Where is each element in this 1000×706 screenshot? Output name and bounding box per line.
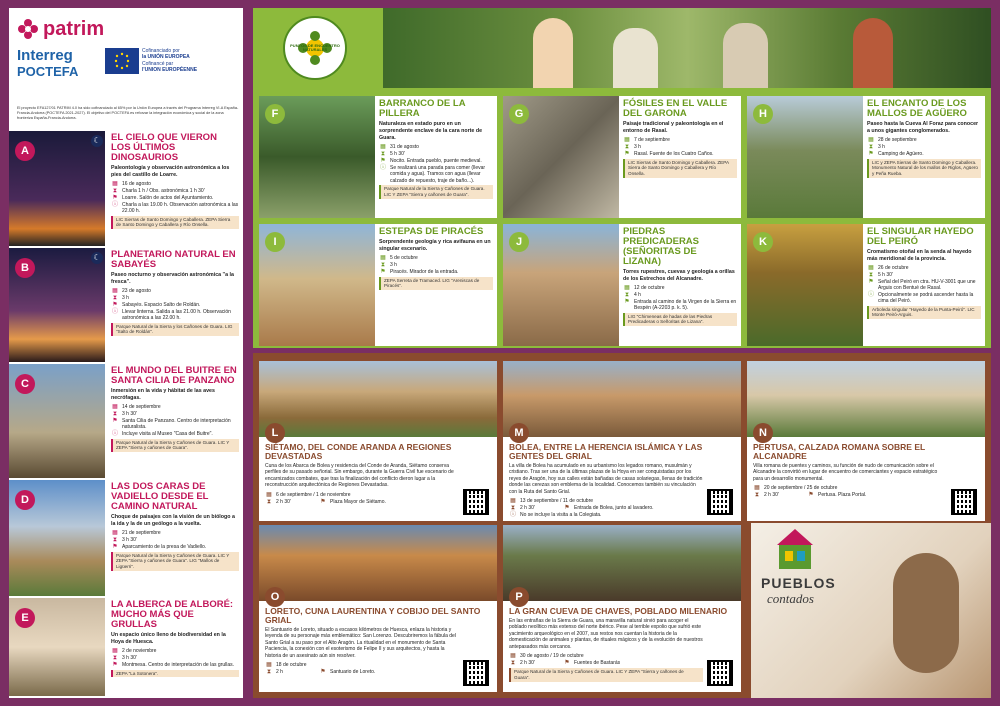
detail-text: Pertusa. Plaza Portal. [818,492,867,499]
detail-row [265,492,491,499]
detail-row [623,137,737,144]
brand-name: patrim [43,18,105,40]
activity-card[interactable] [9,598,243,696]
heritage-card[interactable] [503,361,741,521]
brown-panel [253,353,991,698]
card-title: SIÉTAMO, DEL CONDE ARANDA A REGIONES DEVASTADAS [265,442,452,461]
detail-text: Opcionalmente se podrá ascender hasta la cima del Peiró. [878,291,974,305]
detail-row [111,302,239,309]
card-body: Villa romana de puentes y caminos, su función de nudo de comunicación sobre el Alcanadre la convirtió en lugar de encuentro de comerciantes y espacio estratégico para un desarrollo monumental. [753,462,938,482]
info-icon: ⓘ [509,512,516,519]
clock-icon: ⧗ [112,294,118,301]
detail-text: Aparcamiento de la presa de Vadiello. [122,543,207,550]
detail-text: 3 h 30' [122,536,137,543]
detail-row [867,151,981,158]
clock-icon: ⧗ [868,271,874,278]
detail-text: 3 h [122,294,129,301]
pin-icon: ⚑ [112,194,118,201]
card-title: BOLEA, ENTRE LA HERENCIA ISLÁMICA Y LAS GENTES DEL GRIAL [509,442,703,461]
protection-note: ZEPA Serreta de Tramaced. LIG "Areniscas de Piracés". [379,277,493,290]
pin-icon: ⚑ [112,301,118,308]
detail-text: Camping de Agüero. [878,150,924,157]
activity-card[interactable] [259,224,497,346]
clock-icon: ⧗ [754,492,760,499]
detail-row [379,165,493,185]
info-icon: ⓘ [867,291,874,298]
detail-text: 2 h [276,669,283,676]
card-body: El Santuario de Loreto, situado a escasos kilómetros de Huesca, enlaza la historia y leyenda de su personaje más emblemático: San Lorenzo. Descubriremos la fábula del Santo Grial a su paso por el Alto Aragón. La ritualidad en el monumento de Santa Paciencia, la conexión con el esoterismo de Felipe II y sus arquitectos, y hasta la historia de un asesinato aún sin resolver. [265,626,456,659]
card-subtitle: Inmersión en la vida y hábitat de las aves necrófagas. [111,387,215,401]
clock-icon: ⧗ [266,669,272,676]
calendar-icon: ▦ [266,662,272,669]
detail-row [111,431,239,438]
detail-row [111,411,239,418]
card-subtitle: Choque de paisajes con la visión de un biólogo a la ida y la de un geólogo a la vuelta. [111,513,235,527]
detail-text: 3 h 30' [122,654,137,661]
detail-text: Señal del Peiró en ctra. HU-V-3001 que une Arguis con Bentué de Rasal. [878,278,976,292]
card-letter: I [265,232,285,252]
card-subtitle: Un espacio único lleno de biodiversidad en la Hoya de Huesca. [111,631,226,645]
detail-row [111,181,239,188]
detail-text: No se incluye la visita a la Colegiata. [520,512,602,519]
detail-text: Loarre. Salón de actos del Ayuntamiento. [122,194,214,201]
calendar-icon: ▦ [754,485,760,492]
card-subtitle: Torres rupestres, cuevas y geología a orillas de los Estrechos del Alcanadre. [623,268,735,282]
detail-text: 2 h 30' [276,498,291,505]
detail-text: 21 de septiembre [122,529,161,536]
calendar-icon: ▦ [112,529,118,536]
detail-text: Piracés. Mirador de la entrada. [390,268,459,275]
calendar-icon: ▦ [624,284,630,291]
detail-text: 5 h 30' [390,150,405,157]
card-title: ESTEPAS DE PIRACÉS [379,226,484,237]
card-body: En las entrañas de la Sierra de Guara, una maravilla natural sirvió para acoger el poblado neolítico más extenso del norte ibérico. Pese al terrible expolio que sufrió este yacimiento arqueológico en el 2007, sus restos nos cuentan la historia de la domesticación de animales y plantas, de rituales mágicos y de la evolución de nuestros antepasados más cercanos. [509,617,703,650]
card-subtitle: Naturaleza en estado puro en un sorprendente enclave de la cara norte de Guara. [379,120,483,141]
detail-row [509,498,735,505]
detail-row [623,285,737,292]
card-title: BARRANCO DE LA PILLERA [379,98,466,119]
patrim-logo-icon [17,18,39,40]
detail-row [509,653,735,660]
detail-text: Santuario de Loreto. [330,669,376,676]
detail-row [379,269,493,276]
detail-row [265,669,491,676]
protection-note: LIC Sierras de Santo Domingo y Caballera. ZEPA Sierra de Santo Domingo y Caballera y Río Onsella. [111,216,239,229]
card-letter: E [15,608,35,628]
protection-note: ZEPA "La Sotonera". [111,670,239,678]
calendar-icon: ▦ [266,491,272,498]
detail-text: 23 de agosto [122,287,151,294]
detail-text: 3 h 30' [122,410,137,417]
activity-card[interactable] [9,248,243,362]
card-subtitle: Paseo hasta la Cueva Al Foraz para conocer a unos gigantes conglomerados. [867,120,979,134]
pin-icon: ⚑ [112,417,118,424]
door-knocker-image [893,553,959,673]
qr-code[interactable] [707,489,733,515]
protection-note: Parque Natural de la Sierra y Cañones de Guara. LIC Y ZEPA "Sierra y cañones de Guara". LIG "Mallos de Ligüerri". [111,552,239,571]
pueblos-panel: PUEBLOS contados [751,523,991,698]
clock-icon: ⧗ [266,498,272,505]
detail-text: Nocito. Entrada pueblo, puente medieval. [390,157,482,164]
qr-code[interactable] [951,489,977,515]
detail-row [111,530,239,537]
clock-icon: ⧗ [624,143,630,150]
detail-row [111,202,239,215]
detail-row [867,272,981,279]
poctefa-logo: POCTEFA [17,64,79,79]
activity-photo [747,361,985,437]
detail-text: Sabayés. Espacio Salto de Roldán. [122,301,201,308]
card-title: FÓSILES EN EL VALLE DEL GARONA [623,98,728,119]
detail-row [111,648,239,655]
green-panel [253,8,991,348]
pin-icon: ⚑ [112,661,118,668]
detail-row [111,662,239,669]
card-body: La villa de Bolea ha acumulado en su urbanismo los legados romano, musulmán y cristiano. Tras ser una de la últimas plazas de la Hoya en ser conquistadas por los reyes de Aragón, hoy sus calles están bañadas de casas solariegas, llenas de tradición donde las cerezas son emblema de la localidad. Conocemos también su vinculación con la Ruta del Santo Grial. [509,462,703,495]
card-subtitle: Paleontología y observación astronómica a los pies del castillo de Loarre. [111,164,230,178]
detail-row [623,299,737,312]
activity-card[interactable] [259,96,497,218]
heritage-card[interactable] [503,525,741,692]
calendar-icon: ▦ [380,254,386,261]
calendar-icon: ▦ [868,136,874,143]
detail-text: Llevar linterna. Salida a las 21.00 h. Observación astronómica a las 22.00 h. [122,308,231,322]
detail-row [379,144,493,151]
protection-note: Parque Natural de la Sierra y Cañones de Guara. LIC Y ZEPA "Sierra y cañones de Guara". [111,439,239,452]
protection-note: Parque Natural de la Sierra y Cañones de Guara. LIC Y ZEPA "Sierra y cañones de Guara". [379,185,493,198]
detail-row [623,292,737,299]
detail-row [509,505,735,512]
left-panel [9,8,243,698]
detail-row [753,492,979,499]
card-subtitle: Paseo nocturno y observación astronómica "a la fresca". [111,271,234,285]
detail-row [623,144,737,151]
info-icon: ⓘ [111,308,118,315]
detail-text: Plaza Mayor de Siétamo. [330,498,386,505]
pin-icon: ⚑ [868,278,874,285]
card-subtitle: Sorprendente geología y rica avifauna en un singular escenario. [379,238,491,252]
calendar-icon: ▦ [380,143,386,150]
detail-text: 28 de septiembre [878,136,917,143]
activity-card[interactable] [747,224,985,346]
heritage-card[interactable] [259,361,497,521]
card-title: LA ALBERCA DE ALBORÉ: MUCHO MÁS QUE GRULLAS [111,599,234,630]
clock-icon: ⧗ [112,410,118,417]
clock-icon: ⧗ [380,150,386,157]
group-icon: ⚑ [320,498,326,505]
card-letter: J [509,232,529,252]
clock-icon: ⧗ [112,187,118,194]
detail-text: 2 h 30' [520,505,535,512]
heritage-card[interactable] [747,361,985,521]
card-title: EL ENCANTO DE LOS MALLOS DE AGÜERO [867,98,967,119]
pin-icon: ⚑ [380,268,386,275]
detail-text: Montmesa. Centro de interpretación de las grullas. [122,661,235,668]
eu-flag-icon [105,48,139,74]
protection-note: LIC Sierras de Santo Domingo y Caballera. ZEPA Sierra de Santo Domingo y Caballera y Río Onsella. [623,159,737,178]
activity-card[interactable] [503,96,741,218]
calendar-icon: ▦ [510,498,516,505]
detail-text: Entrada de Bolea, junto al lavadero. [574,505,654,512]
detail-text: Incluye visita al Museo "Casa del Buitre". [122,430,213,437]
pin-icon: ⚑ [624,298,630,305]
activity-card[interactable] [503,224,741,346]
detail-row [111,544,239,551]
detail-row [379,255,493,262]
detail-row [623,151,737,158]
interreg-logo: Interreg [17,47,73,64]
detail-row [111,288,239,295]
card-title: EL CIELO QUE VIERON LOS ÚLTIMOS DINOSAURIOS [111,132,217,163]
detail-row [111,655,239,662]
card-title: PERTUSA, CALZADA ROMANA SOBRE EL ALCANADRE [753,442,926,461]
detail-row [111,309,239,322]
detail-text: Se realizará una parada para comer (llevar comida y agua). Tramos con agua (llevar calzado de repuesto, traje de baño...). [390,164,486,184]
card-letter: K [753,232,773,252]
detail-text: 13 de septiembre / 11 de octubre [520,498,594,505]
moon-icon: ☾ [91,135,103,147]
detail-text: 31 de agosto [390,143,419,150]
detail-text: 30 de agosto / 19 de octubre [520,653,584,660]
group-icon: ⚑ [564,505,570,512]
detail-row [379,158,493,165]
detail-row [509,512,735,519]
detail-row [509,660,735,667]
detail-row [111,295,239,302]
activity-photo [259,525,497,601]
detail-row [111,404,239,411]
green-header [253,8,991,88]
card-letter: D [15,490,35,510]
calendar-icon: ▦ [112,403,118,410]
clock-icon: ⧗ [380,261,386,268]
detail-text: 16 de agosto [122,180,151,187]
detail-text: 20 de septiembre / 25 de octubre [764,485,838,492]
qr-code[interactable] [707,660,733,686]
activity-card[interactable] [9,131,243,246]
detail-text: 12 de octubre [634,284,665,291]
calendar-icon: ▦ [112,647,118,654]
detail-text: Charla 1 h / Obs. astronómica 1 h 30' [122,187,205,194]
detail-text: 18 de octubre [276,662,307,669]
detail-text: Rasal. Fuente de los Cuatro Caños. [634,150,714,157]
group-icon: ⚑ [564,660,570,667]
activity-card[interactable] [747,96,985,218]
detail-row [867,144,981,151]
qr-code[interactable] [463,489,489,515]
protection-note: Parque Natural de la Sierra y Cañones de Guara. LIC Y ZEPA "Sierra y cañones de Guara". [509,668,703,681]
detail-row [753,485,979,492]
detail-row [265,662,491,669]
detail-text: 4 h [634,291,641,298]
clock-icon: ⧗ [112,536,118,543]
calendar-icon: ▦ [868,264,874,271]
clock-icon: ⧗ [112,654,118,661]
calendar-icon: ▦ [510,653,516,660]
detail-text: Santa Cilia de Panzano. Centro de interpretación naturalista. [122,417,231,431]
protection-note: Parque Natural de la Sierra y los Cañones de Guara. LIG "Salto de Roldán". [111,323,239,336]
clock-icon: ⧗ [624,291,630,298]
cofinance-text: Cofinanciado por la UNIÓN EUROPEA Cofinancé par l'UNION EUROPÉENNE [142,48,198,73]
clock-icon: ⧗ [510,505,516,512]
activity-card[interactable] [9,480,243,596]
pin-icon: ⚑ [112,543,118,550]
card-letter: L [265,423,285,443]
card-letter: C [15,374,35,394]
detail-row [867,137,981,144]
detail-text: Entrada al camino de la Virgen de la Sierra en Bespén (A-2203 p. k. 5). [634,298,737,312]
activity-photo [259,361,497,437]
detail-text: 14 de septiembre [122,403,161,410]
header-photo [383,8,991,88]
card-title: PIEDRAS PREDICADERAS (SEÑORITAS DE LIZANA) [623,226,700,267]
detail-text: 3 h [390,261,397,268]
detail-row [867,265,981,272]
pin-icon: ⚑ [380,157,386,164]
detail-text: Fuentes de Bastarás [574,660,621,667]
card-subtitle: Paisaje tradicional y paleontología en el entorno de Rasal. [623,120,724,134]
qr-code[interactable] [463,660,489,686]
detail-text: 2 de noviembre [122,647,157,654]
info-icon: ⓘ [111,201,118,208]
pin-icon: ⚑ [868,150,874,157]
detail-text: 2 h 30' [520,660,535,667]
card-letter: O [265,587,285,607]
calendar-icon: ▦ [624,136,630,143]
card-title: LAS DOS CARAS DE VADIELLO DESDE EL CAMINO NATURAL [111,481,209,512]
card-letter: N [753,423,773,443]
pin-icon: ⚑ [624,150,630,157]
pueblos-logo-icon [773,527,817,573]
card-letter: M [509,423,529,443]
heritage-card[interactable] [259,525,497,692]
calendar-icon: ▦ [112,287,118,294]
activity-photo [503,361,741,437]
protection-note: LIC y ZEPA Sierras de Santo Domingo y Caballera. Monumento Natural de los mallos de Riglos, Agüero y Peña Rueba. [867,159,981,178]
disclaimer: El proyecto EFA127/01 PATRIM 4.0 ha sido cofinanciado al 65% por la Unión Europea a través del Programa Interreg VI-A España-Francia-Andorra (POCTEFA 2021-2027). El objetivo del POCTEFA es reforzar la integración económica y social de la zona fronteriza España-Francia-Andorra. [17,106,239,120]
detail-text: 5 de octubre [390,254,418,261]
group-icon: ⚑ [808,492,814,499]
detail-row [265,499,491,506]
detail-text: Charla a las 19.00 h. Observación astronómica a las 22.00 h. [122,201,239,215]
activity-photo [503,525,741,601]
info-icon: ⓘ [111,430,118,437]
card-title: LA GRAN CUEVA DE CHAVES, POBLADO MILENARIO [509,606,728,616]
clock-icon: ⧗ [510,660,516,667]
group-icon: ⚑ [320,669,326,676]
detail-text: 3 h [634,143,641,150]
green-logo: PUNTOS DE ENCUENTRO NATURALES [283,16,347,80]
card-letter: B [15,258,35,278]
detail-text: 6 de septiembre / 1 de noviembre [276,491,351,498]
detail-row [379,151,493,158]
card-letter: H [753,104,773,124]
detail-row [867,292,981,305]
info-icon: ⓘ [379,164,386,171]
detail-text: 3 h [878,143,885,150]
detail-text: 26 de octubre [878,264,909,271]
detail-row [867,279,981,292]
detail-row [111,537,239,544]
detail-row [111,418,239,431]
detail-text: 2 h 30' [764,492,779,499]
activity-card[interactable] [9,364,243,478]
card-letter: G [509,104,529,124]
card-title: PLANETARIO NATURAL EN SABAYÉS [111,249,236,270]
moon-icon: ☾ [91,252,103,264]
card-body: Cuna de los Abarca de Bolea y residencia del Conde de Aranda, Siétamo conserva perfiles de su pasado señorial. Sin embargo, durante la Guerra Civil fue escenario de encarnizados combates, que tras la finalización del conflicto dieron lugar a la reconstrucción arquitectónica de Regiones Devastadas. [265,462,454,489]
card-title: EL MUNDO DEL BUITRE EN SANTA CILIA DE PANZANO [111,365,237,386]
detail-row [111,195,239,202]
card-letter: F [265,104,285,124]
card-letter: P [509,587,529,607]
card-title: LORETO, CUNA LAURENTINA Y COBIJO DEL SANTO GRIAL [265,606,481,625]
detail-text: 5 h 30' [878,271,893,278]
protection-note: LIG "Chimeneas de hadas de las Piedras Predicaderas o Señoritas de Lizana". [623,313,737,326]
card-subtitle: Cromatismo otoñal en la senda al hayedo más meridional de la provincia. [867,248,972,262]
detail-row [379,262,493,269]
card-title: EL SINGULAR HAYEDO DEL PEIRÓ [867,226,974,247]
clock-icon: ⧗ [868,143,874,150]
protection-note: Arboleda singular "Hayedo de la Punta-Peiró". LIC Monte Peiró-Arguis. [867,306,981,319]
card-letter: A [15,141,35,161]
detail-text: 7 de septiembre [634,136,670,143]
calendar-icon: ▦ [112,180,118,187]
detail-row [111,188,239,195]
